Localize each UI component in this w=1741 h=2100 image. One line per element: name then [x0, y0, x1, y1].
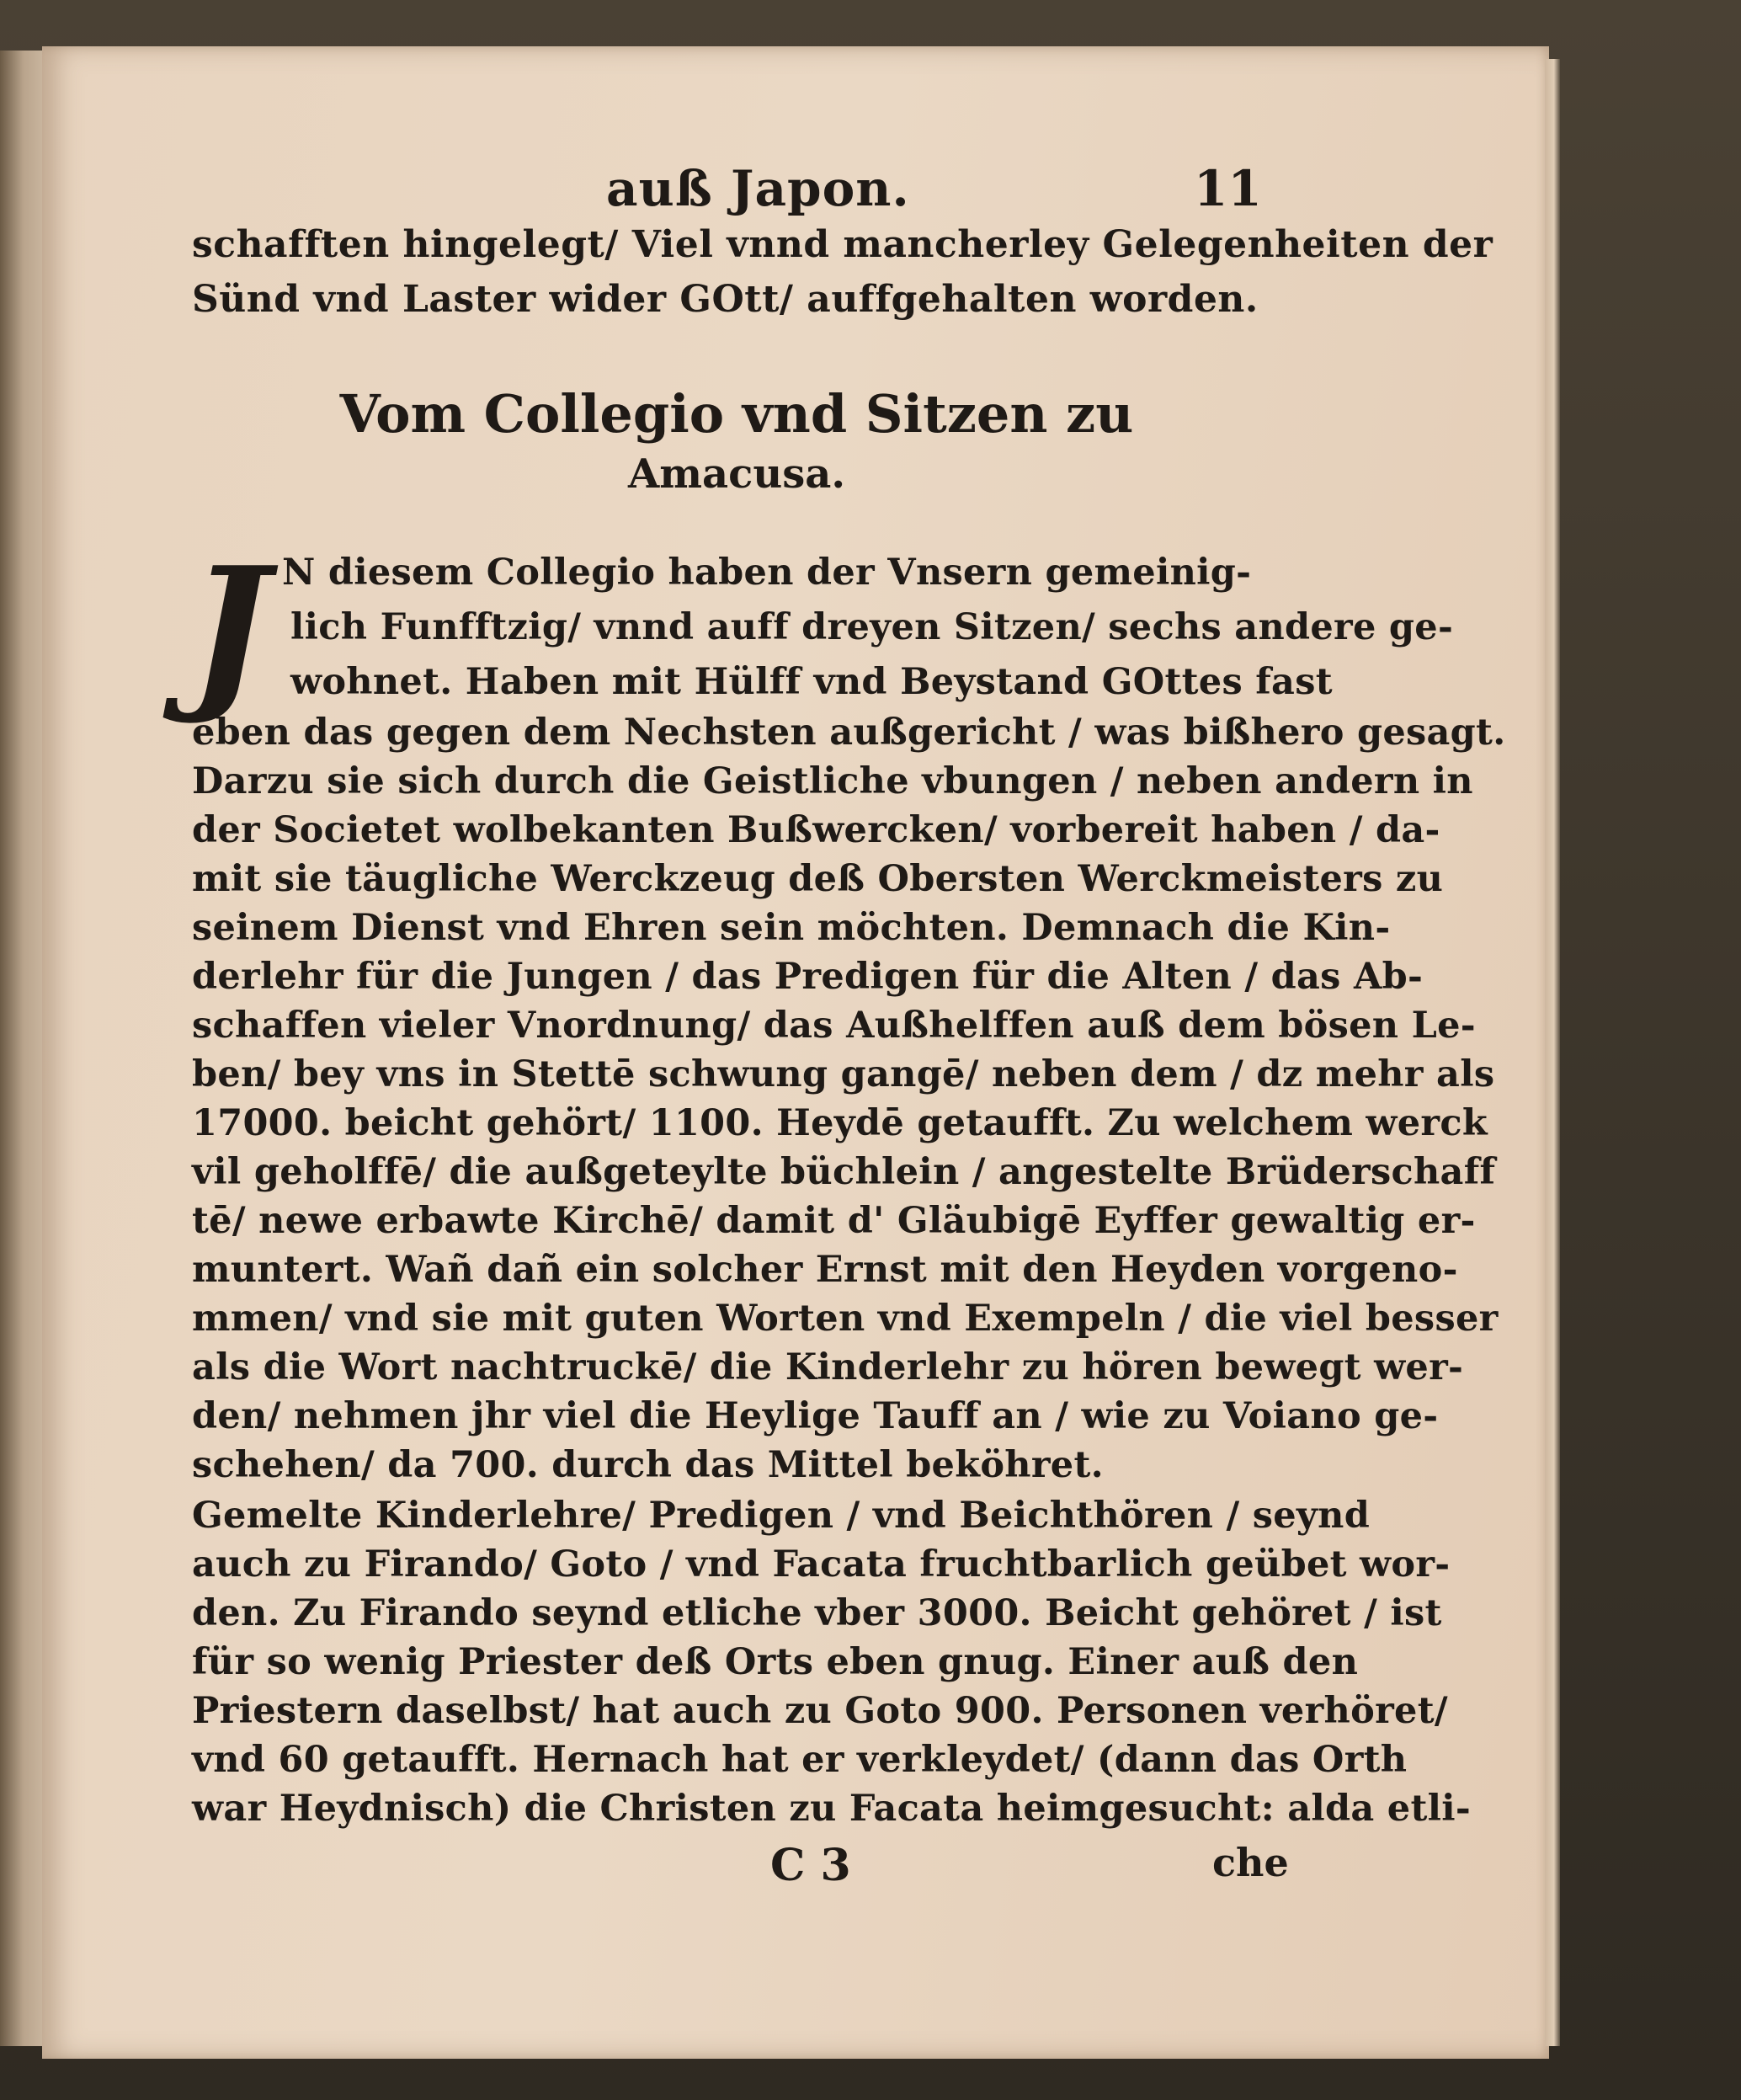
- text-line: seinem Dienst vnd Ehren sein möchten. Demnach die Kin-: [192, 907, 1391, 949]
- text-line: wohnet. Haben mit Hülff vnd Beystand GOttes fast: [290, 661, 1333, 703]
- text-line: muntert. Wañ dañ ein solcher Ernst mit den Heyden vorgeno-: [192, 1249, 1458, 1291]
- signature-mark: C 3: [770, 1840, 851, 1891]
- text-line: schafften hingelegt/ Viel vnnd mancherley Gelegenheiten der: [192, 223, 1493, 266]
- text-line: den/ nehmen jhr viel die Heylige Tauff an / wie zu Voiano ge-: [192, 1395, 1439, 1437]
- text-line: Darzu sie sich durch die Geistliche vbungen / neben andern in: [192, 760, 1473, 802]
- text-line: Gemelte Kinderlehre/ Predigen / vnd Beichthören / seynd: [192, 1495, 1371, 1537]
- page-number: 11: [1194, 160, 1262, 217]
- text-line: 17000. beicht gehört/ 1100. Heydē getaufft. Zu welchem werck: [192, 1102, 1488, 1144]
- text-line: schehen/ da 700. durch das Mittel beköhret.: [192, 1444, 1104, 1486]
- text-line: Priestern daselbst/ hat auch zu Goto 900. Personen verhöret/: [192, 1690, 1448, 1732]
- text-line: derlehr für die Jungen / das Predigen für die Alten / das Ab-: [192, 956, 1424, 998]
- text-line: vnd 60 getaufft. Hernach hat er verkleydet/ (dann das Orth: [192, 1739, 1408, 1781]
- text-line: mit sie täugliche Werckzeug deß Obersten Werckmeisters zu: [192, 858, 1444, 900]
- text-line: tē/ newe erbawte Kirchē/ damit d' Gläubigē Eyffer gewaltig er-: [192, 1200, 1476, 1242]
- text-line: Sünd vnd Laster wider GOtt/ auffgehalten worden.: [192, 278, 1259, 321]
- page-fore-edge: [1545, 59, 1560, 2046]
- text-line: auch zu Firando/ Goto / vnd Facata fruchtbarlich geübet wor-: [192, 1543, 1451, 1586]
- text-line: lich Funfftzig/ vnnd auff dreyen Sitzen/ sechs andere ge-: [290, 606, 1454, 648]
- drop-cap-initial: J: [189, 530, 269, 728]
- text-line: für so wenig Priester deß Orts eben gnug. Einer auß den: [192, 1641, 1359, 1683]
- text-line: ben/ bey vns in Stettē schwung gangē/ neben dem / dz mehr als: [192, 1053, 1495, 1095]
- text-line: als die Wort nachtruckē/ die Kinderlehr zu hören bewegt wer-: [192, 1346, 1464, 1388]
- text-line: der Societet wolbekanten Bußwercken/ vorbereit haben / da-: [192, 809, 1440, 851]
- text-line: N diesem Collegio haben der Vnsern gemeinig-: [282, 552, 1252, 594]
- text-line: mmen/ vnd sie mit guten Worten vnd Exempeln / die viel besser: [192, 1298, 1499, 1340]
- catchword: che: [1212, 1840, 1289, 1885]
- text-line: den. Zu Firando seynd etliche vber 3000. Beicht gehöret / ist: [192, 1592, 1442, 1634]
- section-heading-sub: Amacusa.: [627, 450, 846, 498]
- text-line: schaffen vieler Vnordnung/ das Außhelffen auß dem bösen Le-: [192, 1005, 1476, 1047]
- text-line: war Heydnisch) die Christen zu Facata heimgesucht: alda etli-: [192, 1788, 1472, 1830]
- running-head: auß Japon.: [606, 160, 910, 217]
- section-heading: Vom Collegio vnd Sitzen zu: [339, 383, 1134, 445]
- text-line: vil geholffē/ die außgeteylte büchlein / angestelte Brüderschaff: [192, 1151, 1496, 1193]
- text-line: eben das gegen dem Nechsten außgericht / was bißhero gesagt.: [192, 712, 1506, 754]
